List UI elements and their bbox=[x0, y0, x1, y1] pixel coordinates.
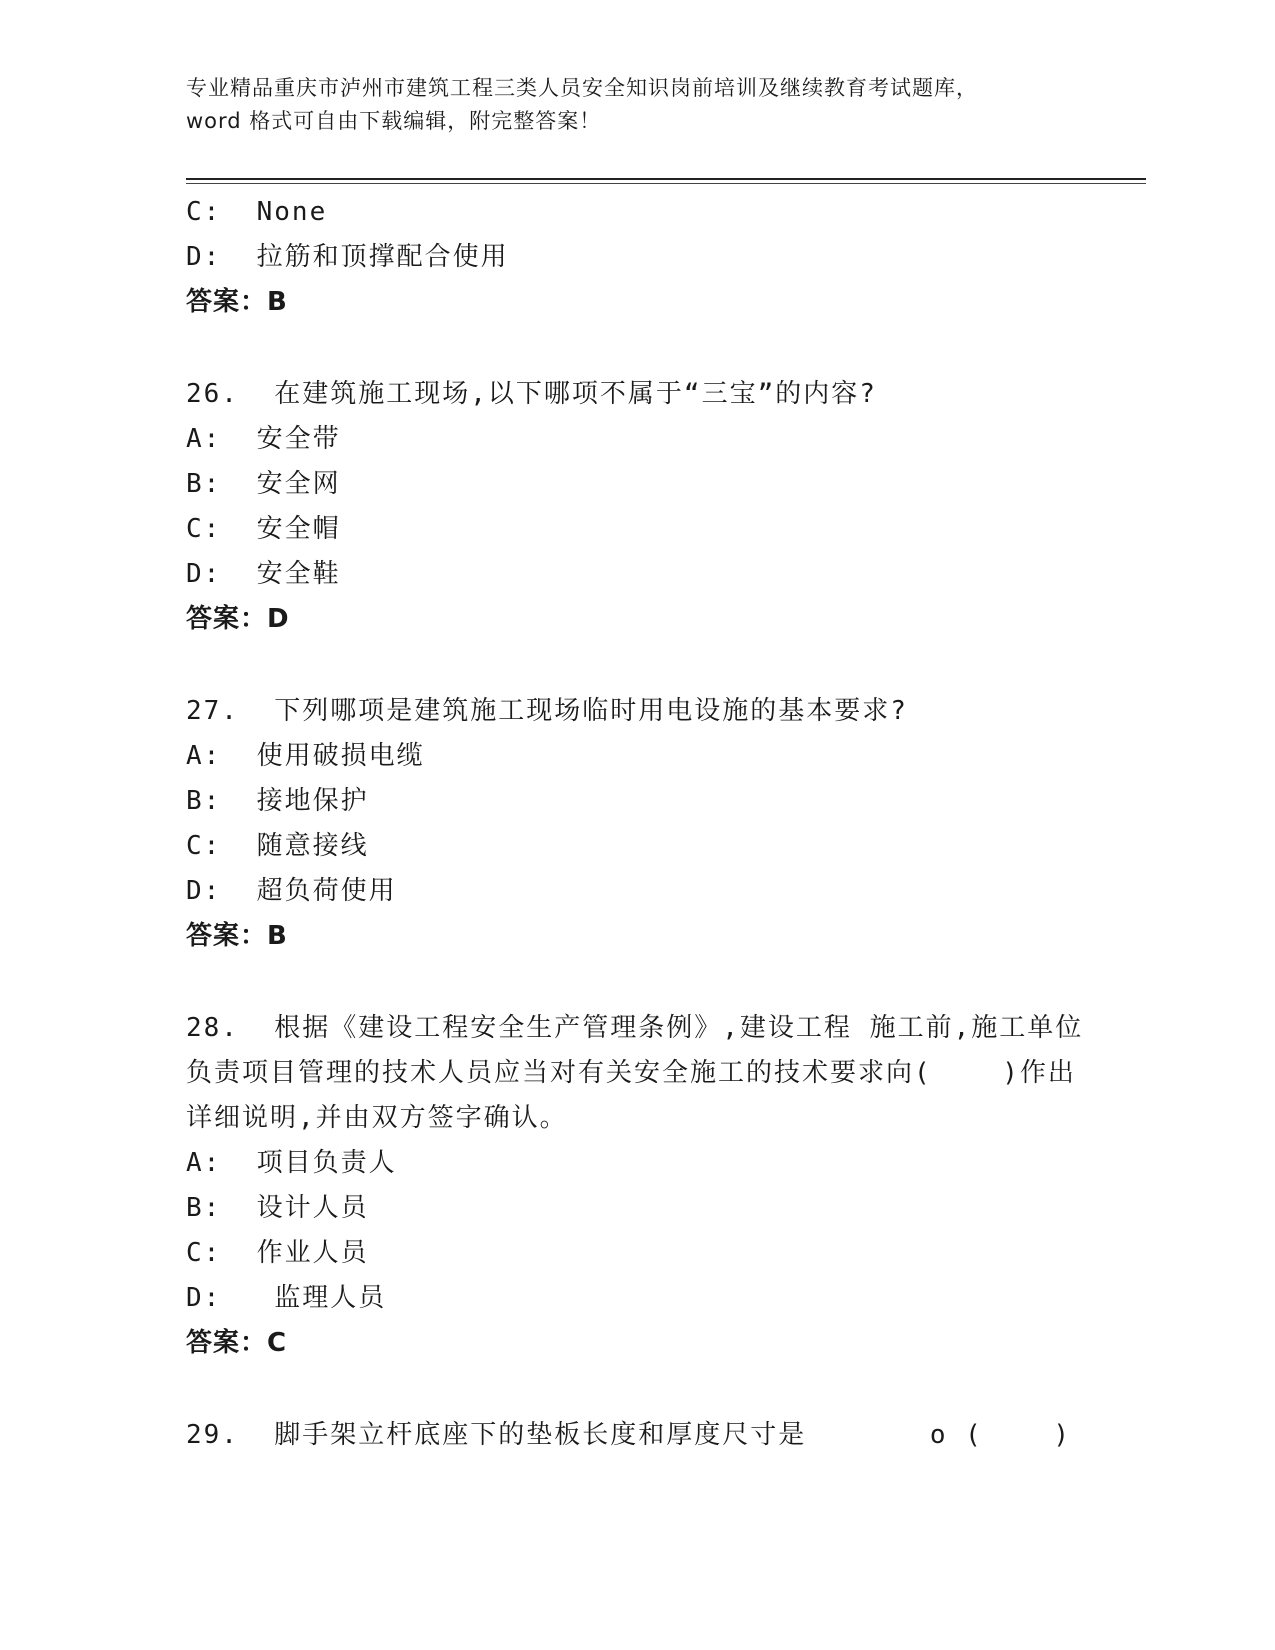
option-b: B: 安全网 bbox=[186, 469, 341, 499]
spacer bbox=[186, 959, 1086, 1006]
header-divider-thick bbox=[186, 178, 1146, 180]
question-stem-line-1: 28. 根据《建设工程安全生产管理条例》,建设工程 施工前,施工单位 bbox=[186, 1013, 1084, 1043]
question-27 bbox=[186, 689, 1086, 959]
question-stem-line-2: 负责项目管理的技术人员应当对有关安全施工的技术要求向( )作出 bbox=[186, 1058, 1076, 1088]
header-title-line-2: word 格式可自由下载编辑，附完整答案！ bbox=[186, 109, 602, 133]
question-29 bbox=[186, 1413, 1086, 1458]
answer-line: 答案：B bbox=[186, 287, 288, 317]
answer-line: 答案：B bbox=[186, 921, 288, 951]
option-c: C: None bbox=[186, 197, 328, 227]
question-stem: 26. 在建筑施工现场,以下哪项不属于“三宝”的内容? bbox=[186, 379, 877, 409]
spacer bbox=[186, 1366, 1086, 1413]
document-header bbox=[186, 72, 1086, 138]
question-stem: 29. 脚手架立杆底座下的垫板长度和厚度尺寸是 o ( ) bbox=[186, 1420, 1072, 1450]
question-stem: 27. 下列哪项是建筑施工现场临时用电设施的基本要求? bbox=[186, 696, 908, 726]
question-stem-line-3: 详细说明,并由双方签字确认。 bbox=[186, 1103, 568, 1133]
option-a: A: 使用破损电缆 bbox=[186, 741, 425, 771]
option-c: C: 作业人员 bbox=[186, 1238, 369, 1268]
option-d: D: 超负荷使用 bbox=[186, 876, 397, 906]
option-a: A: 安全带 bbox=[186, 424, 341, 454]
answer-line: 答案：C bbox=[186, 1328, 288, 1358]
option-d: D: 拉筋和顶撑配合使用 bbox=[186, 242, 509, 272]
spacer bbox=[186, 642, 1086, 689]
question-28 bbox=[186, 1006, 1086, 1366]
option-b: B: 接地保护 bbox=[186, 786, 369, 816]
header-divider-thin bbox=[186, 183, 1146, 184]
option-c: C: 随意接线 bbox=[186, 831, 369, 861]
question-26 bbox=[186, 372, 1086, 642]
answer-line: 答案：D bbox=[186, 604, 290, 634]
header-title-line-1: 专业精品重庆市泸州市建筑工程三类人员安全知识岗前培训及继续教育考试题库， bbox=[186, 76, 978, 100]
option-b: B: 设计人员 bbox=[186, 1193, 369, 1223]
option-c: C: 安全帽 bbox=[186, 514, 341, 544]
option-d: D: 安全鞋 bbox=[186, 559, 341, 589]
question-list bbox=[186, 190, 1086, 1458]
spacer bbox=[186, 325, 1086, 372]
question-25-tail bbox=[186, 190, 1086, 325]
option-a: A: 项目负责人 bbox=[186, 1148, 397, 1178]
option-d: D: 监理人员 bbox=[186, 1283, 387, 1313]
